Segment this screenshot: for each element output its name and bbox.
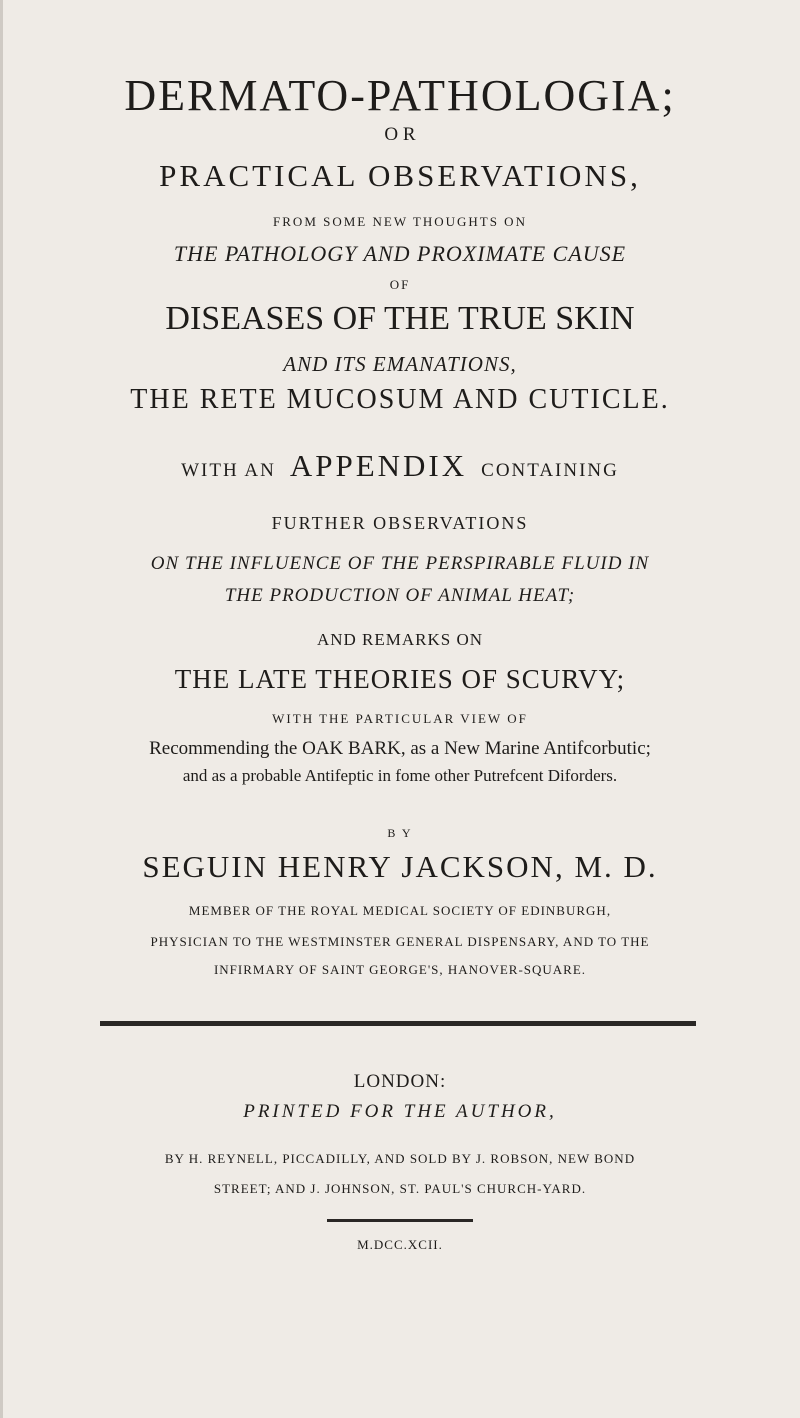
imprint-city: LONDON: — [353, 1071, 447, 1092]
emanations-line: AND ITS EMANATIONS, — [283, 352, 517, 376]
recommending-line: Recommending the OAK BARK, as a New Marine Antifcorbutic; — [149, 738, 651, 759]
view-line: WITH THE PARTICULAR VIEW OF — [272, 711, 528, 726]
physician-line: PHYSICIAN TO THE WESTMINSTER GENERAL DISPENSARY, AND TO THE — [150, 934, 650, 949]
appendix-with: WITH AN — [181, 460, 276, 481]
production-line: THE PRODUCTION OF ANIMAL HEAT; — [224, 585, 576, 606]
by-line: B Y — [387, 826, 413, 840]
antiseptic-line: and as a probable Antifeptic in fome other Putrefcent Diforders. — [182, 766, 618, 785]
publisher-line-1: BY H. REYNELL, PICCADILLY, AND SOLD BY J. ROBSON, NEW BOND — [164, 1151, 636, 1166]
influence-line: ON THE INFLUENCE OF THE PERSPIRABLE FLUID IN — [150, 553, 650, 574]
short-rule — [327, 1219, 473, 1222]
publisher-line-2: STREET; AND J. JOHNSON, ST. PAUL'S CHURCH-YARD. — [213, 1181, 587, 1196]
subtitle: PRACTICAL OBSERVATIONS, — [159, 158, 641, 193]
appendix-line — [0, 448, 800, 484]
imprint-date: M.DCC.XCII. — [357, 1237, 443, 1252]
rete-line: THE RETE MUCOSUM AND CUTICLE. — [130, 384, 670, 415]
diseases-line: DISEASES OF THE TRUE SKIN — [165, 300, 635, 337]
printed-for-line: PRINTED FOR THE AUTHOR, — [243, 1101, 557, 1122]
remarks-line: AND REMARKS ON — [316, 630, 484, 649]
further-observations: FURTHER OBSERVATIONS — [271, 513, 529, 533]
pathology-line: THE PATHOLOGY AND PROXIMATE CAUSE — [173, 241, 627, 266]
main-title: DERMATO-PATHOLOGIA; — [124, 71, 676, 120]
appendix-containing: CONTAINING — [481, 460, 619, 481]
page-edge — [0, 0, 3, 1418]
author-name: SEGUIN HENRY JACKSON, M. D. — [142, 849, 658, 884]
infirmary-line: INFIRMARY OF SAINT GEORGE'S, HANOVER-SQUARE. — [213, 962, 587, 977]
from-line: FROM SOME NEW THOUGHTS ON — [273, 214, 527, 229]
appendix-word: APPENDIX — [289, 448, 468, 483]
member-line: MEMBER OF THE ROYAL MEDICAL SOCIETY OF EDINBURGH, — [188, 903, 612, 918]
of-line: OF — [389, 277, 411, 292]
divider-rule — [100, 1021, 696, 1026]
scurvy-line: THE LATE THEORIES OF SCURVY; — [174, 664, 626, 694]
or-line: O R — [384, 124, 416, 145]
